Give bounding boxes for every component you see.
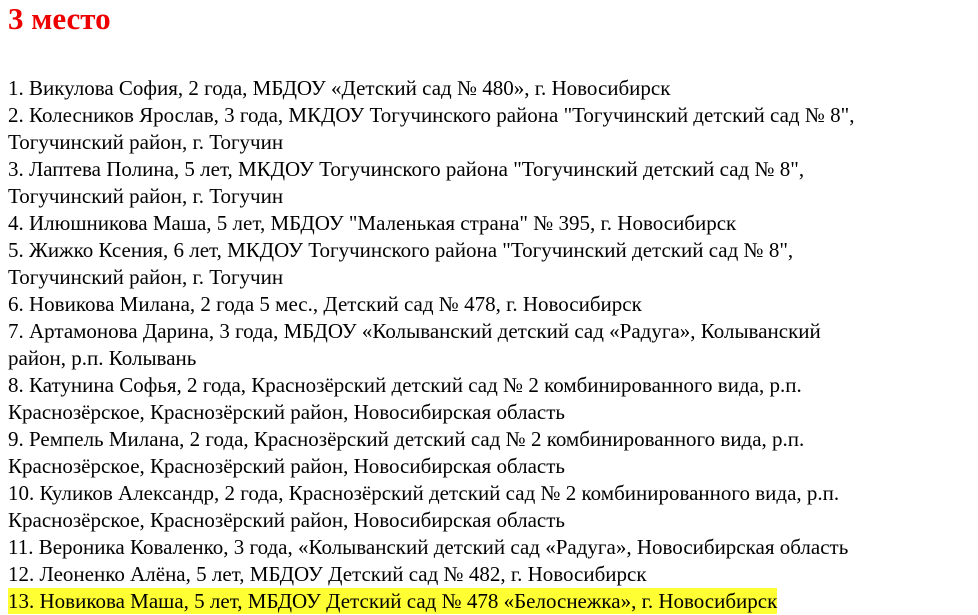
list-line: 6. Новикова Милана, 2 года 5 мес., Детский сад № 478, г. Новосибирск <box>8 292 642 316</box>
list-line: Краснозёрское, Краснозёрский район, Новосибирская область <box>8 454 566 478</box>
list-line: район, р.п. Колывань <box>8 346 197 370</box>
list-line: 1. Викулова София, 2 года, МБДОУ «Детский сад № 480», г. Новосибирск <box>8 76 671 100</box>
list-line: 11. Вероника Коваленко, 3 года, «Колыванский детский сад «Радуга», Новосибирская область <box>8 535 849 559</box>
list-line: Краснозёрское, Краснозёрский район, Новосибирская область <box>8 508 566 532</box>
page-title: 3 место <box>8 1 111 36</box>
list-line: 12. Леоненко Алёна, 5 лет, МБДОУ Детский сад № 482, г. Новосибирск <box>8 562 647 586</box>
list-line: Краснозёрское, Краснозёрский район, Новосибирская область <box>8 400 566 424</box>
highlighted-line <box>8 588 978 615</box>
list-line: Тогучинский район, г. Тогучин <box>8 265 284 289</box>
participant-list <box>8 75 978 615</box>
list-line: 7. Артамонова Дарина, 3 года, МБДОУ «Колыванский детский сад «Радуга», Колыванский <box>8 319 821 343</box>
list-line: 2. Колесников Ярослав, 3 года, МКДОУ Тогучинского района "Тогучинский детский сад № 8", <box>8 103 855 127</box>
highlighted-text: 13. Новикова Маша, 5 лет, МБДОУ Детский сад № 478 «Белоснежка», г. Новосибирск <box>8 589 778 613</box>
list-line: Тогучинский район, г. Тогучин <box>8 130 284 154</box>
list-line: Тогучинский район, г. Тогучин <box>8 184 284 208</box>
list-line: 8. Катунина Софья, 2 года, Краснозёрский детский сад № 2 комбинированного вида, р.п. <box>8 373 802 397</box>
list-line: 9. Ремпель Милана, 2 года, Краснозёрский детский сад № 2 комбинированного вида, р.п. <box>8 427 805 451</box>
list-line: 3. Лаптева Полина, 5 лет, МКДОУ Тогучинского района "Тогучинский детский сад № 8", <box>8 157 805 181</box>
list-line: 10. Куликов Александр, 2 года, Краснозёрский детский сад № 2 комбинированного вида, р.п. <box>8 481 840 505</box>
list-line: 5. Жижко Ксения, 6 лет, МКДОУ Тогучинского района "Тогучинский детский сад № 8", <box>8 238 794 262</box>
list-line: 4. Илюшникова Маша, 5 лет, МБДОУ "Маленькая страна" № 395, г. Новосибирск <box>8 211 737 235</box>
